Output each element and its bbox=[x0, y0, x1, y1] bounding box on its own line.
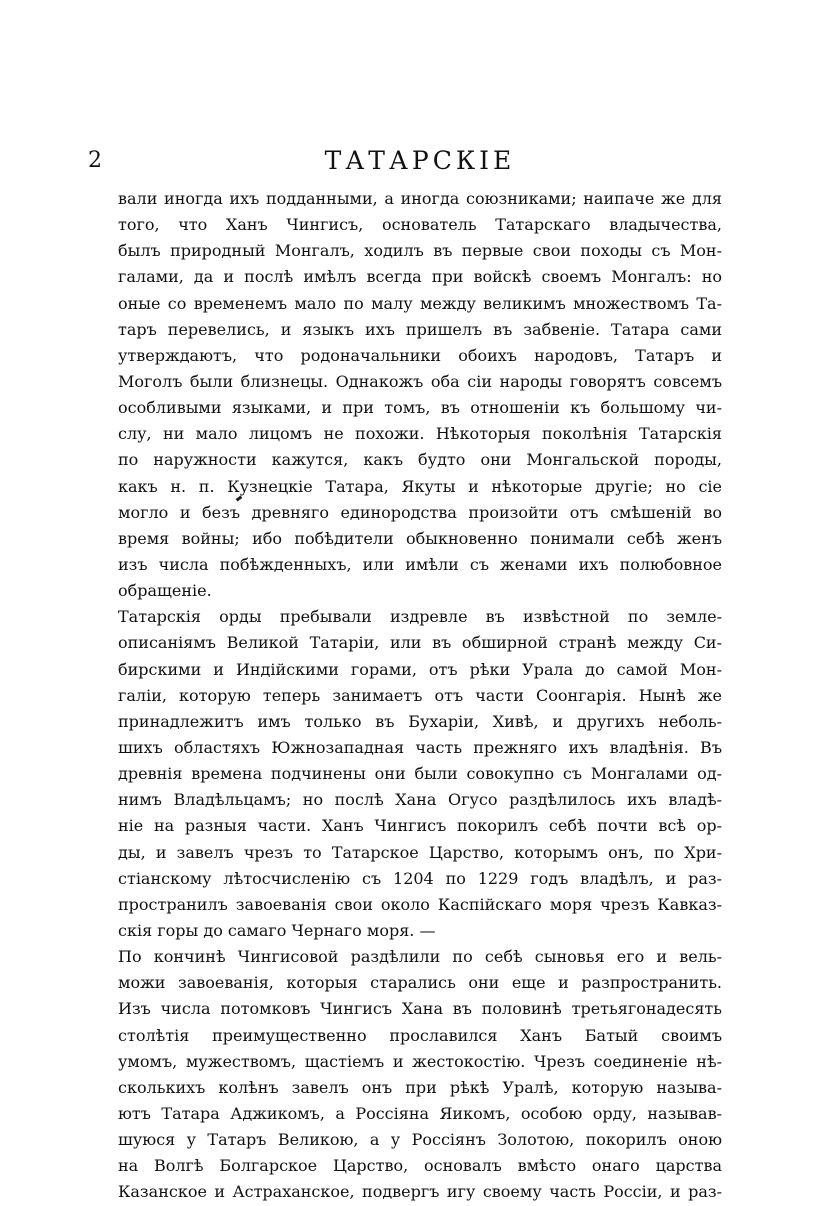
page-number: 2 bbox=[88, 148, 102, 173]
text-line: столѣтiя преимущественно прославился Ханъ Батый своимъ bbox=[118, 1025, 722, 1045]
body-text bbox=[118, 186, 722, 1205]
paragraph bbox=[118, 604, 722, 944]
text-line: скiя горы до самаго Чернаго моря. — bbox=[118, 920, 436, 940]
text-line: Изъ числа потомковъ Чингисъ Хана въ половинѣ третьягонадесять bbox=[118, 999, 722, 1019]
paragraph bbox=[118, 186, 722, 604]
text-line: галами, да и послѣ имѣлъ всегда при войскѣ своемъ Монгалъ: но bbox=[118, 267, 722, 287]
text-line: стiанскому лѣтосчисленiю съ 1204 по 1229 годъ владѣлъ, и раз- bbox=[118, 868, 722, 888]
text-line: на Волгѣ Болгарское Царство, основалъ вмѣсто онаго царства bbox=[118, 1156, 722, 1176]
text-line: изъ числа побѣжденныхъ, или имѣли съ женами ихъ полюбовное bbox=[118, 554, 722, 574]
text-line: того, что Ханъ Чингисъ, основатель Татарскаго владычества, bbox=[118, 215, 722, 235]
text-line: пространилъ завоеванiя свои около Каспiйскаго моря чрезъ Кавказ- bbox=[118, 894, 722, 914]
text-line: По кончинѣ Чингисовой раздѣлили по себѣ сыновья его и вель- bbox=[118, 947, 722, 967]
text-line: можи завоеванiя, которыя старались они еще и разпространить. bbox=[118, 973, 722, 993]
text-line: ютъ Татара Аджикомъ, а Россiяна Яикомъ, особою орду, называв- bbox=[118, 1103, 722, 1123]
text-line: нимъ Владѣльцамъ; но послѣ Хана Огусо раздѣлилось ихъ владѣ- bbox=[118, 790, 722, 810]
text-line: ды, и завелъ чрезъ то Татарское Царство, которымъ онъ, по Хри- bbox=[118, 842, 722, 862]
text-line: древнiя времена подчинены они были совокупно съ Монгалами од- bbox=[118, 764, 722, 784]
text-line: умомъ, мужествомъ, щастiемъ и жестокостiю. Чрезъ соединенiе нѣ- bbox=[118, 1051, 722, 1071]
text-line: по наружности кажутся, какъ будто они Монгальской породы, bbox=[118, 450, 722, 470]
text-line: нiе на разныя части. Ханъ Чингисъ покорилъ себѣ почти всѣ ор- bbox=[118, 816, 722, 836]
text-line: утверждаютъ, что родоначальники обоихъ народовъ, Татаръ и bbox=[118, 345, 722, 365]
text-line: бирскими и Индiйскими горами, отъ рѣки Урала до самой Мон- bbox=[118, 659, 722, 679]
text-line: Татарскiя орды пребывали издревле въ извѣстной по земле- bbox=[118, 607, 722, 627]
text-line: время войны; ибо побѣдители обыкновенно понимали себѣ женъ bbox=[118, 528, 722, 548]
text-line: Казанское и Астраханское, подвергъ игу своему часть Россiи, и раз- bbox=[118, 1182, 722, 1202]
text-line: былъ природный Монгалъ, ходилъ въ первые свои походы съ Мон- bbox=[118, 241, 722, 261]
text-line: таръ перевелись, и языкъ ихъ пришелъ въ забвенiе. Татара сами bbox=[118, 319, 722, 339]
text-line: вали иногда ихъ подданными, а иногда союзниками; наипаче же для bbox=[118, 189, 722, 208]
text-line: галiи, которую теперь занимаетъ отъ части Соонгарiя. Нынѣ же bbox=[118, 685, 722, 705]
text-line: шихъ областяхъ Южнозападная часть прежняго ихъ владѣнiя. Въ bbox=[118, 737, 722, 757]
text-line: принадлежитъ имъ только въ Бухарiи, Хивѣ, и другихъ неболь- bbox=[118, 711, 722, 731]
paragraph bbox=[118, 944, 722, 1205]
running-head: ТАТАРСКIЕ bbox=[324, 146, 516, 175]
text-line: слу, ни мало лицомъ не похожи. Нѣкоторыя поколѣнiя Татарскiя bbox=[118, 424, 722, 444]
text-line: обращенiе. bbox=[118, 581, 212, 601]
text-line: какъ н. п. Кузнецкiе Татара, Якуты и нѣкоторые другiе; но сiе bbox=[118, 476, 722, 496]
text-line: могло и безъ древняго единородства произойти отъ смѣшенiй во bbox=[118, 502, 722, 522]
text-line: оные со временемъ мало по малу между великимъ множествомъ Та- bbox=[118, 293, 722, 313]
text-line: сколькихъ колѣнъ завелъ онъ при рѣкѣ Уралѣ, которую называ- bbox=[118, 1077, 722, 1097]
text-line: Моголъ были близнецы. Однакожъ оба сiи народы говорятъ совсемъ bbox=[118, 371, 722, 391]
text-line: шуюся у Татаръ Великою, а у Россiянъ Золотою, покорилъ оною bbox=[118, 1130, 722, 1150]
text-line: особливыми языками, и при томъ, въ отношенiи къ большому чи- bbox=[118, 398, 722, 418]
text-line: описанiямъ Великой Татарiи, или въ обширной странѣ между Си- bbox=[118, 633, 722, 653]
